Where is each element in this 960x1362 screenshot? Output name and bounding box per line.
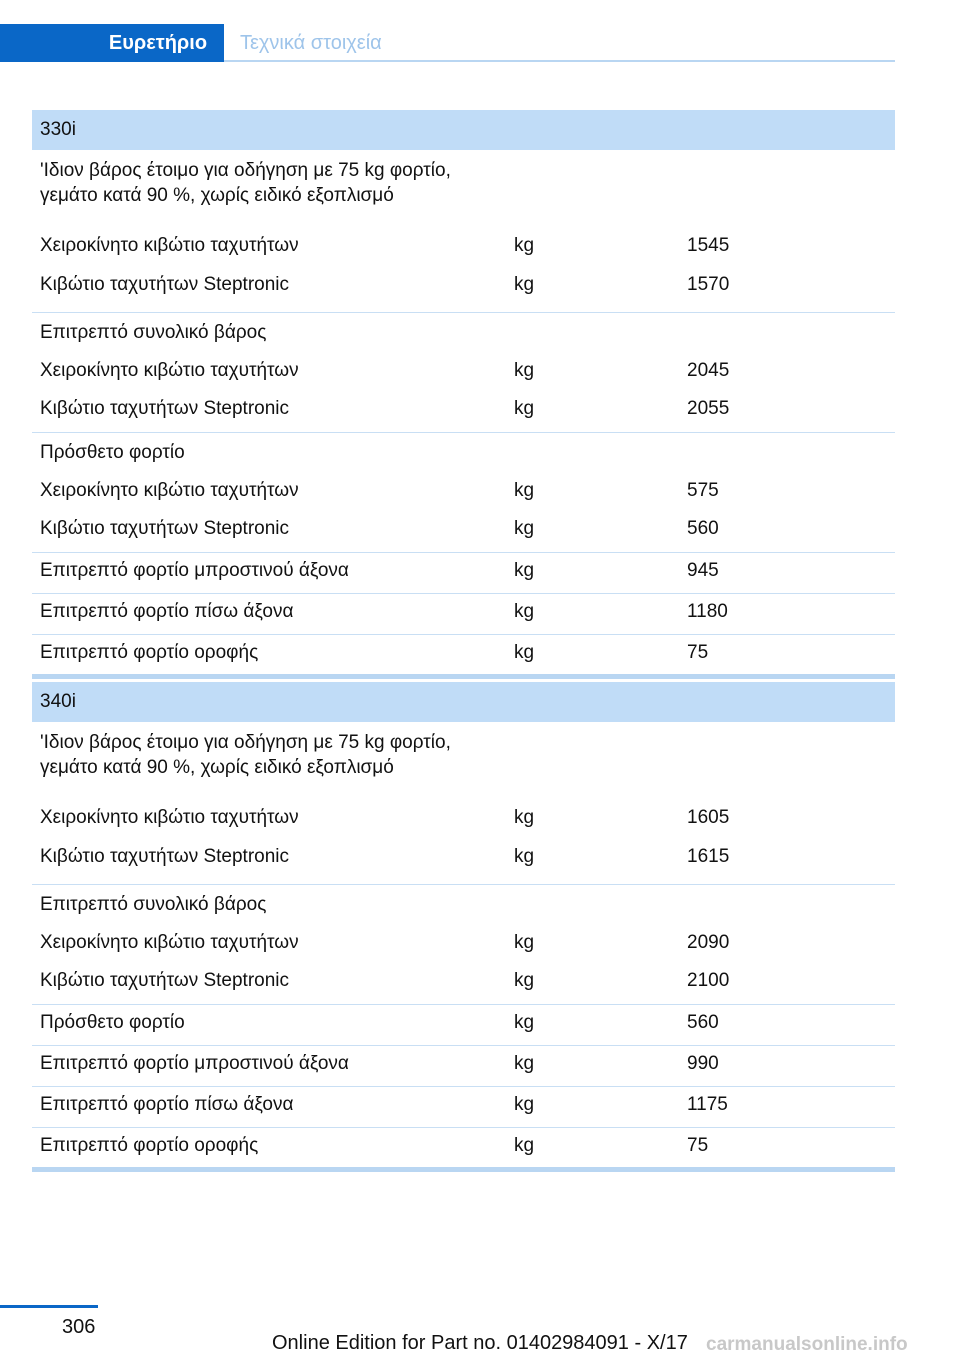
row-label: 'Ιδιον βάρος έτοιμο για οδήγηση με 75 kg φορτίο, γεμάτο κατά 90 %, χωρίς ειδικό εξοπλισμό <box>40 732 451 778</box>
row-unit: kg <box>514 642 535 663</box>
row-unit: kg <box>514 807 535 828</box>
row-label: Χειροκίνητο κιβώτιο ταχυτήτων <box>40 807 299 828</box>
row-label: Χειροκίνητο κιβώτιο ταχυτήτων <box>40 360 299 381</box>
table-row <box>32 392 895 433</box>
row-value: 2045 <box>687 360 730 381</box>
row-value: 2055 <box>687 398 730 419</box>
row-unit: kg <box>514 274 535 295</box>
table-bottom-rule <box>32 1167 895 1172</box>
row-label: Κιβώτιο ταχυτήτων Steptronic <box>40 970 290 991</box>
row-value: 990 <box>687 1053 719 1074</box>
watermark: carmanualsonline.info <box>706 1334 908 1355</box>
table-row <box>32 433 895 473</box>
row-value: 945 <box>687 560 719 581</box>
row-label: Πρόσθετο φορτίο <box>40 1012 185 1033</box>
row-label: Επιτρεπτό φορτίο πίσω άξονα <box>40 601 294 622</box>
row-label: Κιβώτιο ταχυτήτων Steptronic <box>40 398 290 419</box>
table-row <box>32 353 895 392</box>
row-label: Χειροκίνητο κιβώτιο ταχυτήτων <box>40 932 299 953</box>
row-unit: kg <box>514 518 535 539</box>
spec-table-330i <box>32 110 895 679</box>
header-divider <box>224 60 895 62</box>
row-label: Κιβώτιο ταχυτήτων Steptronic <box>40 846 290 867</box>
table-row <box>32 1046 895 1087</box>
top-navigation <box>0 0 895 62</box>
table-title: 330i <box>32 110 895 150</box>
row-value: 1175 <box>687 1094 728 1115</box>
row-value: 1570 <box>687 274 730 295</box>
row-value: 575 <box>687 480 719 501</box>
row-label: Επιτρεπτό φορτίο μπροστινού άξονα <box>40 1053 349 1074</box>
row-label: Επιτρεπτό φορτίο μπροστινού άξονα <box>40 560 349 581</box>
page-number: 306 <box>62 1316 96 1338</box>
row-value: 2100 <box>687 970 730 991</box>
row-unit: kg <box>514 480 535 501</box>
table-row <box>32 272 895 313</box>
row-label: Επιτρεπτό συνολικό βάρος <box>40 894 267 915</box>
row-label: Επιτρεπτό φορτίο οροφής <box>40 1135 259 1156</box>
spec-table-340i <box>32 682 895 1172</box>
row-unit: kg <box>514 846 535 867</box>
row-unit: kg <box>514 235 535 256</box>
table-row <box>32 150 895 233</box>
row-unit: kg <box>514 1012 535 1033</box>
row-unit: kg <box>514 560 535 581</box>
row-unit: kg <box>514 1053 535 1074</box>
edition-footer: Online Edition for Part no. 01402984091 - X/17 <box>272 1332 688 1354</box>
row-label: Χειροκίνητο κιβώτιο ταχυτήτων <box>40 480 299 501</box>
table-row <box>32 512 895 553</box>
table-row <box>32 594 895 635</box>
table-row <box>32 844 895 885</box>
table-row <box>32 553 895 594</box>
table-bottom-rule <box>32 674 895 679</box>
row-value: 1545 <box>687 235 730 256</box>
row-label: Κιβώτιο ταχυτήτων Steptronic <box>40 274 290 295</box>
row-label: Επιτρεπτό φορτίο οροφής <box>40 642 259 663</box>
tab-technical-data[interactable]: Τεχνικά στοιχεία <box>240 31 382 54</box>
page-number-rule <box>0 1305 98 1308</box>
row-value: 560 <box>687 518 719 539</box>
row-value: 75 <box>687 1135 709 1156</box>
tab-index[interactable]: Ευρετήριο <box>0 24 224 62</box>
row-unit: kg <box>514 601 535 622</box>
table-row <box>32 1087 895 1128</box>
table-row <box>32 473 895 512</box>
table-row <box>32 722 895 805</box>
row-unit: kg <box>514 1094 535 1115</box>
table-row <box>32 805 895 844</box>
row-label: 'Ιδιον βάρος έτοιμο για οδήγηση με 75 kg φορτίο, γεμάτο κατά 90 %, χωρίς ειδικό εξοπλισμό <box>40 160 451 206</box>
table-row <box>32 635 895 674</box>
row-label: Κιβώτιο ταχυτήτων Steptronic <box>40 518 290 539</box>
row-value: 560 <box>687 1012 719 1033</box>
table-row <box>32 925 895 964</box>
row-label: Επιτρεπτό φορτίο πίσω άξονα <box>40 1094 294 1115</box>
row-value: 2090 <box>687 932 730 953</box>
table-row <box>32 313 895 353</box>
row-unit: kg <box>514 398 535 419</box>
table-row <box>32 1005 895 1046</box>
row-value: 75 <box>687 642 709 663</box>
row-unit: kg <box>514 932 535 953</box>
table-row <box>32 233 895 272</box>
row-value: 1605 <box>687 807 730 828</box>
table-row <box>32 885 895 925</box>
row-label: Χειροκίνητο κιβώτιο ταχυτήτων <box>40 235 299 256</box>
row-value: 1615 <box>687 846 730 867</box>
table-row <box>32 964 895 1005</box>
table-row <box>32 1128 895 1167</box>
row-unit: kg <box>514 360 535 381</box>
row-unit: kg <box>514 1135 535 1156</box>
table-title: 340i <box>32 682 895 722</box>
row-label: Πρόσθετο φορτίο <box>40 442 185 463</box>
row-value: 1180 <box>687 601 728 622</box>
row-label: Επιτρεπτό συνολικό βάρος <box>40 322 267 343</box>
row-unit: kg <box>514 970 535 991</box>
